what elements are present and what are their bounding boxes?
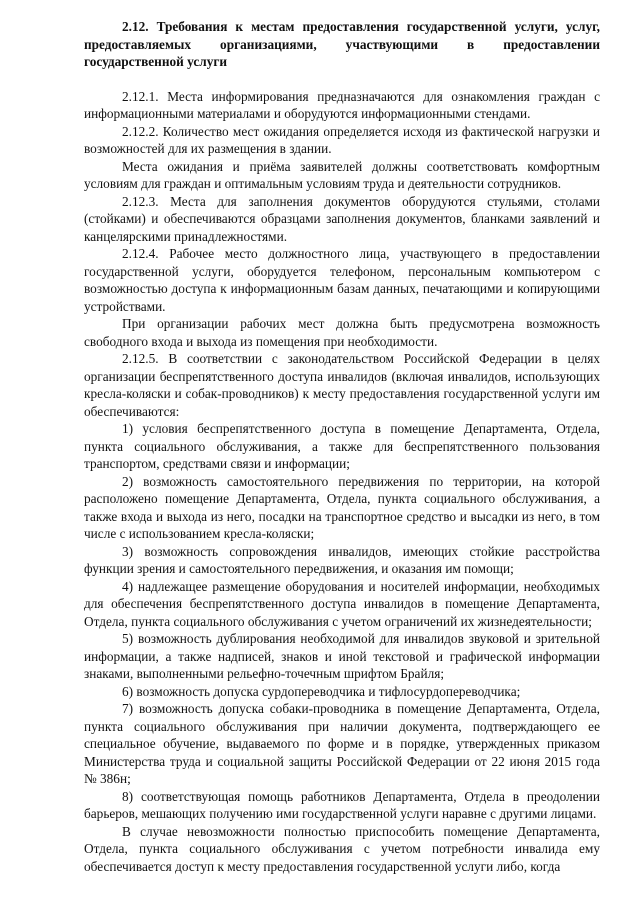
paragraph-2-12-5: 2.12.5. В соответствии с законодательством Российской Федерации в целях организации беспрепятственного доступа инвалидов (включая инвалидов, использующих кресла-коляски и собак-проводников) к месту предоставления государственной услуги им обеспечиваются: [84,351,600,419]
list-item-8: 8) соответствующая помощь работников Департамента, Отдела в преодолении барьеров, мешающих получению ими государственной услуги наравне с другими лицами. [84,788,600,821]
section-heading: 2.12. Требования к местам предоставления государственной услуги, услуг, предоставляемых организациями, участвующими в предоставлении государственной услуги [84,19,600,69]
list-item-7: 7) возможность допуска собаки-проводника в помещение Департамента, Отдела, пункта социального обслуживания при наличии документа, подтверждающего ее специальное обучение, выдаваемого по форме и в порядке, утвержденных приказом Министерства труда и социальной защиты Российской Федерации от 22 июня 2015 года № 386н; [84,701,600,786]
list-item-5: 5) возможность дублирования необходимой для инвалидов звуковой и зрительной информации, а также надписей, знаков и иной текстовой и графической информации знаками, выполненными рельефно-точечным шрифтом Брайля; [84,631,600,681]
paragraph-workplace-access: При организации рабочих мест должна быть предусмотрена возможность свободного входа и выхода из помещения при необходимости. [84,316,600,349]
paragraph-2-12-2: 2.12.2. Количество мест ожидания определяется исходя из фактической нагрузки и возможностей для их размещения в здании. [84,123,600,156]
paragraph-2-12-3: 2.12.3. Места для заполнения документов оборудуются стульями, столами (стойками) и обеспечиваются образцами заполнения документов, бланками заявлений и канцелярскими принадлежностями. [84,193,600,244]
document-body [84,18,600,875]
list-item-3: 3) возможность сопровождения инвалидов, имеющих стойкие расстройства функции зрения и самостоятельного передвижения, и оказания им помощи; [84,543,600,576]
paragraph-impossibility-case: В случае невозможности полностью приспособить помещение Департамента, Отдела, пункта социального обслуживания с учетом потребности инвалида ему обеспечивается доступ к месту предоставления государственной услуги либо, когда [84,823,600,874]
list-item-6: 6) возможность допуска сурдопереводчика и тифлосурдопереводчика; [122,683,521,699]
paragraph-2-12-1: 2.12.1. Места информирования предназначаются для ознакомления граждан с информационными материалами и оборудуются информационными стендами. [84,88,600,121]
paragraph-2-12-4: 2.12.4. Рабочее место должностного лица, участвующего в предоставлении государственной услуги, оборудуется телефоном, персональным компьютером с возможностью доступа к информационным базам данных, печатающими и копирующими устройствами. [84,246,600,314]
paragraph-waiting-places: Места ожидания и приёма заявителей должны соответствовать комфортным условиям для граждан и оптимальным условиям труда и деятельности сотрудников. [84,158,600,191]
list-item-1: 1) условия беспрепятственного доступа в помещение Департамента, Отдела, пункта социального обслуживания, а также для беспрепятственного пользования транспортом, средствами связи и информации; [84,421,600,471]
list-item-2: 2) возможность самостоятельного передвижения по территории, на которой расположено помещение Департамента, Отдела, пункта социального обслуживания, а также входа и выхода из него, посадки на транспортное средство и высадки из него, в том числе с использованием кресла-коляски; [84,473,600,541]
list-item-4: 4) надлежащее размещение оборудования и носителей информации, необходимых для обеспечения беспрепятственного доступа инвалидов в помещение Департамента, Отдела, пункта социального обслуживания с учетом ограничений их жизнедеятельности; [84,578,600,629]
